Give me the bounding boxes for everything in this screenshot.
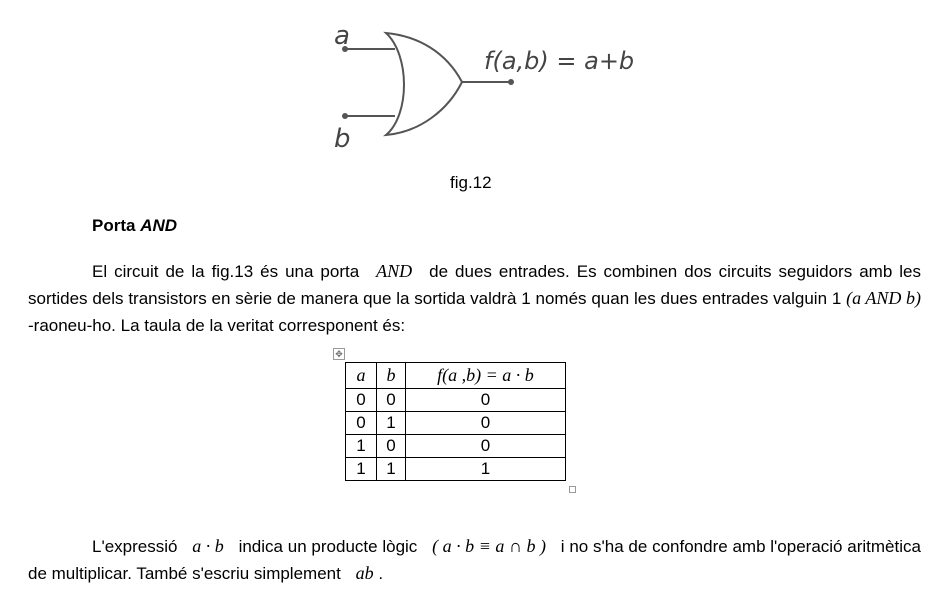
p1-text-2: de dues entrades. Es combinen dos circuits seguidors amb les sortides dels transistors en sèrie de manera que la sortida valdrà: [28, 262, 921, 308]
cell-b: 1: [377, 412, 406, 435]
table-row: [346, 412, 566, 435]
truth-table: [345, 362, 566, 481]
header-a: a: [346, 363, 377, 389]
or-gate-body: [386, 33, 462, 135]
header-b: b: [377, 363, 406, 389]
input-b-terminal: [342, 113, 348, 119]
cell-f: 0: [406, 389, 566, 412]
cell-a: 1: [346, 458, 377, 481]
table-move-handle-icon[interactable]: ✥: [333, 348, 345, 360]
table-row: [346, 458, 566, 481]
p2-math-3: ab: [355, 563, 374, 583]
cell-a: 0: [346, 389, 377, 412]
p2-text-4: .: [378, 564, 384, 583]
cell-b: 0: [377, 435, 406, 458]
table-header-row: [346, 363, 566, 389]
figure-caption: fig.12: [450, 173, 492, 192]
p1-num-2: 1: [831, 289, 842, 308]
cell-b: 1: [377, 458, 406, 481]
p1-text-4: -raoneu-ho. La taula de la veritat corresponent és:: [28, 316, 406, 335]
p1-num-1: 1: [521, 289, 531, 308]
p1-text-1: El circuit de la fig.13 és una porta: [92, 262, 360, 281]
paragraph-and-gate: [28, 258, 921, 339]
p1-math-and: AND: [376, 261, 413, 281]
p1-math-expr: (a AND b): [846, 288, 921, 308]
header-f: f(a ,b) = a · b: [406, 363, 566, 389]
cell-a: 1: [346, 435, 377, 458]
p2-text-1: L'expressió: [92, 537, 178, 556]
table-row: [346, 389, 566, 412]
section-heading: [92, 216, 177, 236]
cell-f: 0: [406, 435, 566, 458]
cell-f: 1: [406, 458, 566, 481]
p2-text-3: i no s'ha de confondre amb l'operació aritmètica de multiplicar. També s'escriu simplement: [28, 537, 921, 583]
paragraph-logic-product: [28, 533, 921, 587]
table-resize-handle[interactable]: [569, 486, 576, 493]
table-row: [346, 435, 566, 458]
heading-prefix: Porta: [92, 216, 136, 235]
output-terminal: [508, 79, 514, 85]
p2-math-1: a · b: [192, 536, 224, 556]
p2-text-2: indica un producte lògic: [238, 537, 418, 556]
cell-a: 0: [346, 412, 377, 435]
p1-text-3: només quan les dues entrades valguin: [535, 289, 828, 308]
output-expression: f(a,b) = a+b: [484, 47, 635, 75]
p2-math-2: ( a · b ≡ a ∩ b ): [432, 536, 547, 556]
input-b-label: b: [334, 124, 351, 154]
cell-f: 0: [406, 412, 566, 435]
or-gate-figure: [0, 0, 949, 170]
input-a-label: a: [334, 21, 350, 51]
heading-gate-name: AND: [140, 216, 178, 235]
cell-b: 0: [377, 389, 406, 412]
